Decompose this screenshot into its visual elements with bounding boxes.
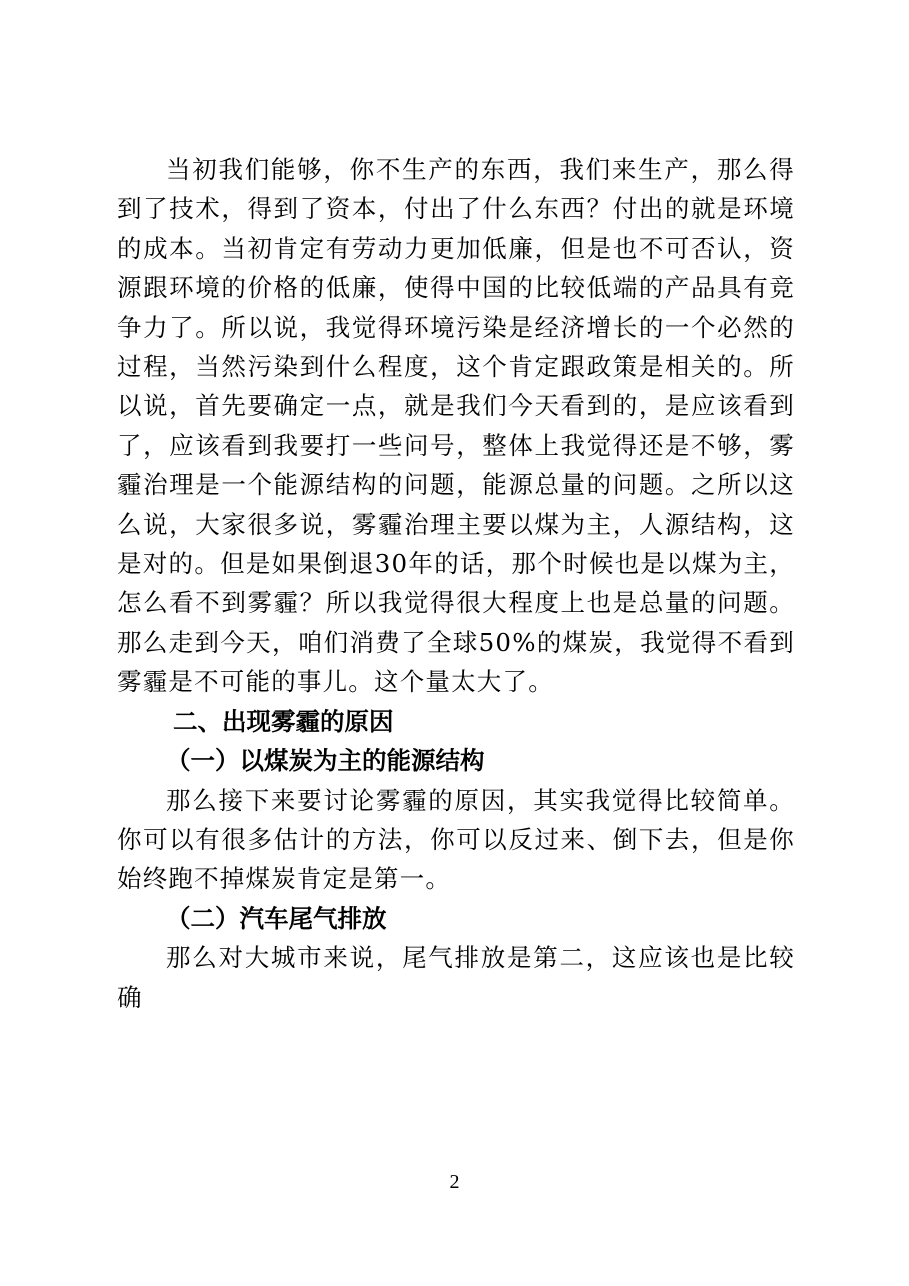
- page-number: 2: [449, 1171, 460, 1193]
- page-content: [117, 150, 795, 1017]
- body-paragraph: 那么接下来要讨论雾霾的原因，其实我觉得比较简单。你可以有很多估计的方法，你可以反过来、倒下去，但是你始终跑不掉煤炭肯定是第一。: [117, 785, 795, 894]
- section-heading: 二、出现雾霾的原因: [173, 706, 394, 736]
- subsection-heading: （一）以煤炭为主的能源结构: [166, 746, 485, 776]
- body-paragraph: 那么对大城市来说，尾气排放是第二，这应该也是比较确: [117, 943, 795, 1012]
- subsection-heading: （二）汽车尾气排放: [166, 903, 387, 933]
- body-paragraph: 当初我们能够，你不生产的东西，我们来生产，那么得到了技术，得到了资本，付出了什么东西？付出的就是环境的成本。当初肯定有劳动力更加低廉，但是也不可否认，资源跟环境的价格的低廉，使得中国的比较低端的产品具有竞争力了。所以说，我觉得环境污染是经济增长的一个必然的过程，当然污染到什么程度，这个肯定跟政策是相关的。所以说，首先要确定一点，就是我们今天看到的，是应该看到了，应该看到我要打一些问号，整体上我觉得还是不够，雾霾治理是一个能源结构的问题，能源总量的问题。之所以这么说，大家很多说，雾霾治理主要以煤为主，人源结构，这是对的。但是如果倒退30年的话，那个时候也是以煤为主，怎么看不到雾霾？所以我觉得很大程度上也是总量的问题。那么走到今天，咱们消费了全球50%的煤炭，我觉得不看到雾霾是不可能的事儿。这个量太大了。: [117, 155, 795, 697]
